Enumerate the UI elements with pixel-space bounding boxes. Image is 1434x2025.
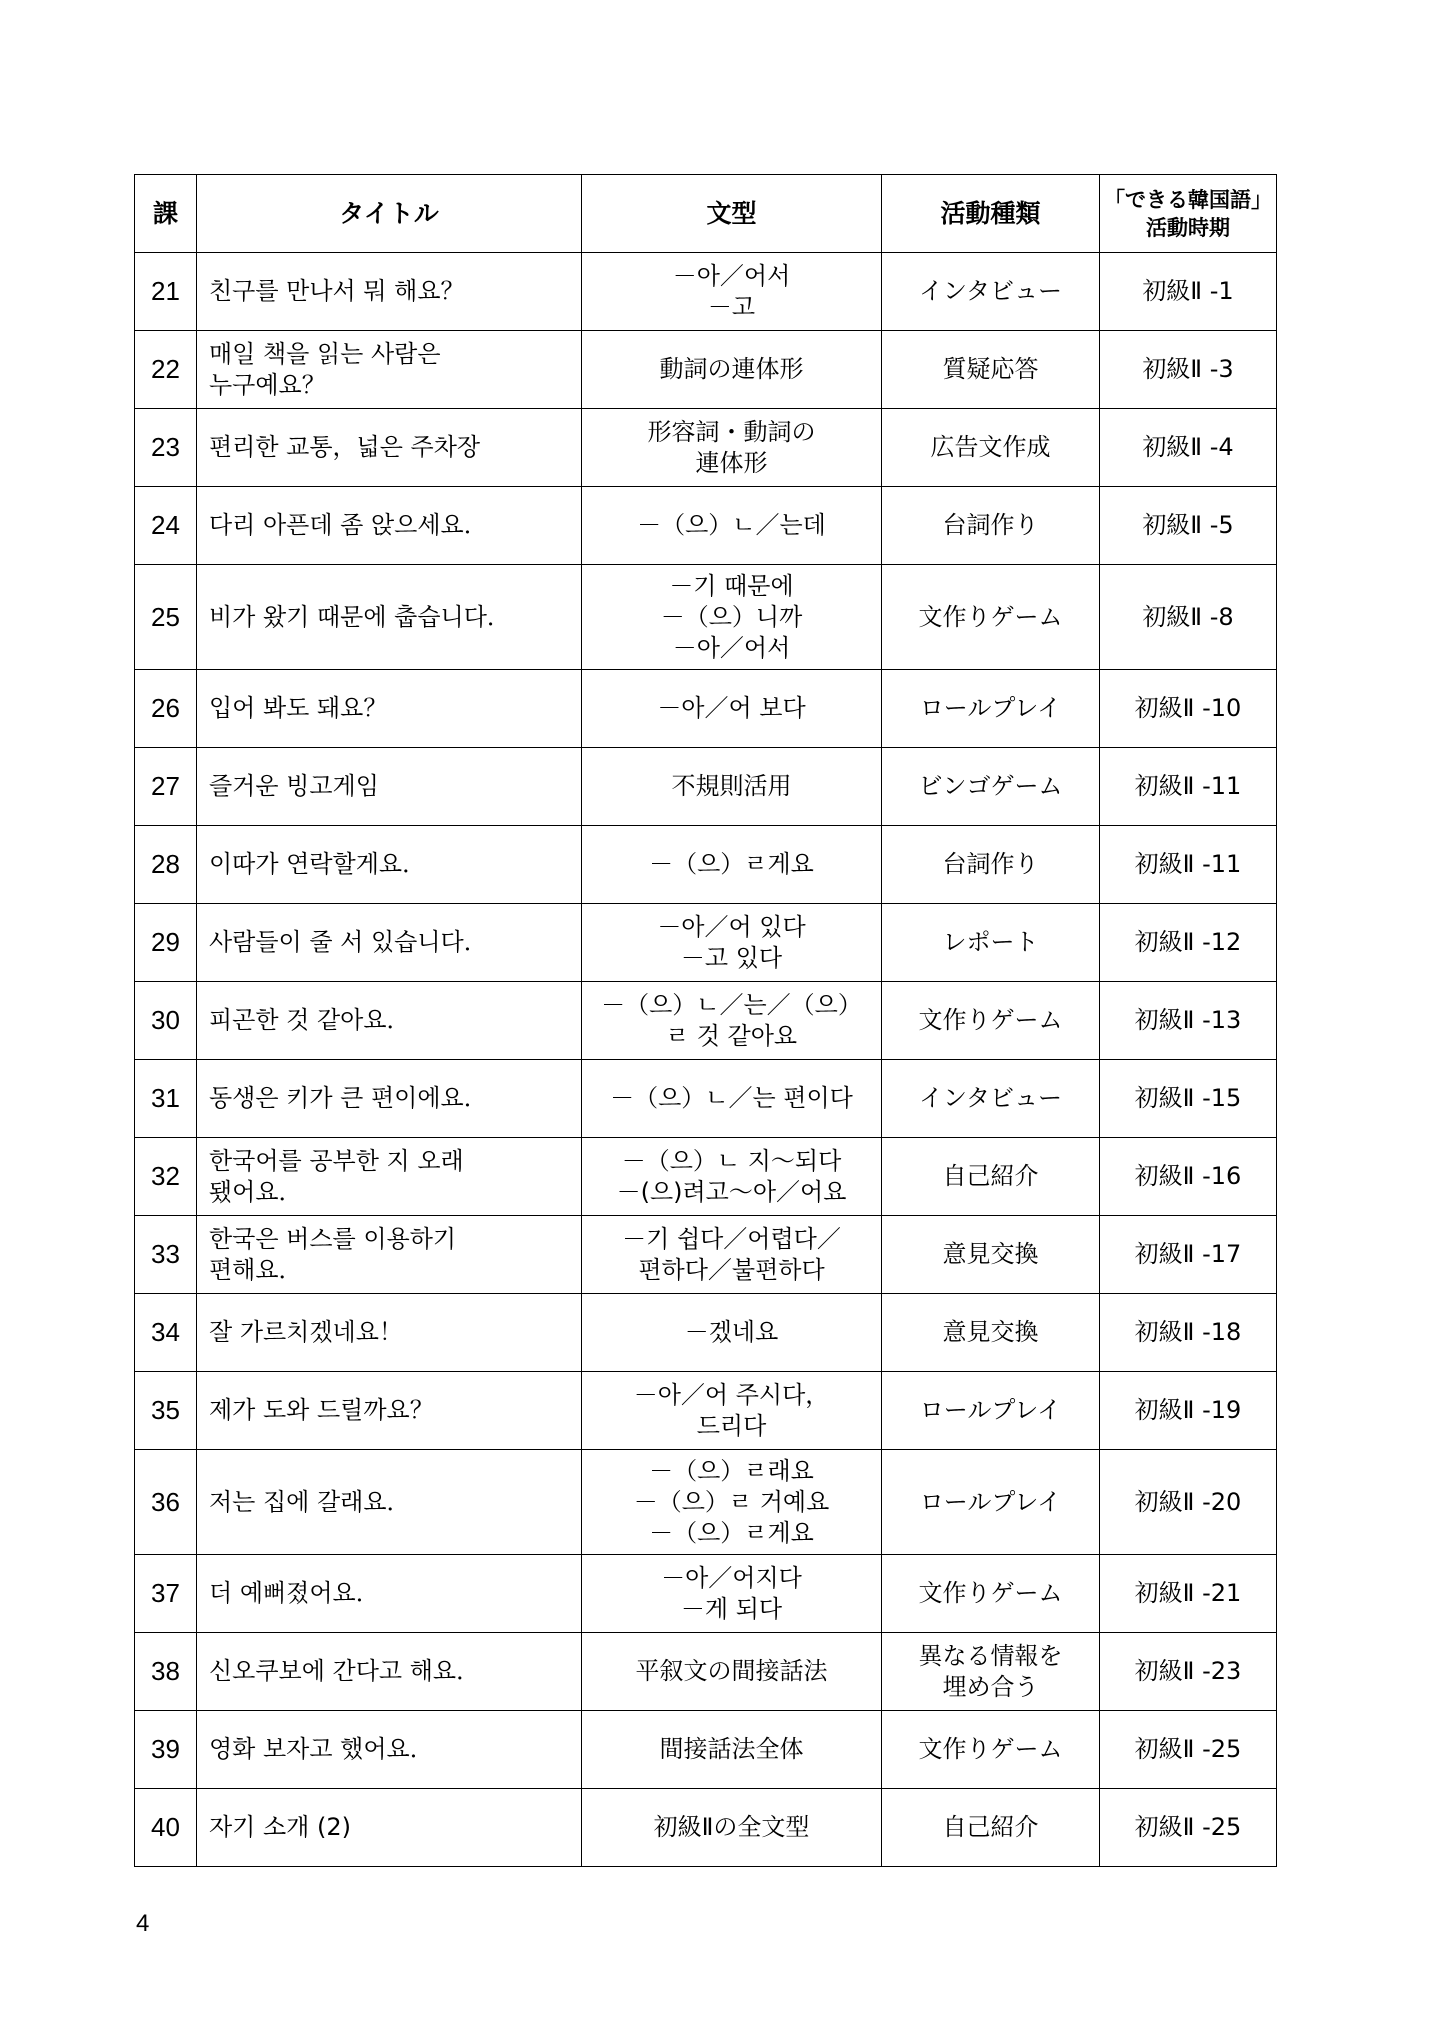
grammar-pattern-line: －겠네요	[684, 1318, 779, 1346]
table-row	[135, 331, 1277, 409]
lesson-title	[197, 1711, 582, 1789]
grammar-pattern	[582, 1060, 882, 1138]
lesson-title-line: 편해요．	[209, 1255, 303, 1284]
grammar-pattern	[582, 826, 882, 904]
table-row	[135, 904, 1277, 982]
lesson-title-line: 신오쿠보에 간다고 해요．	[209, 1657, 481, 1685]
activity-period: 初級Ⅱ -23	[1100, 1633, 1277, 1711]
activity-type-line: 意見交換	[942, 1318, 1039, 1346]
lesson-title	[197, 409, 582, 487]
lesson-number: 22	[135, 331, 197, 409]
activity-type	[882, 1711, 1100, 1789]
lesson-title-line: 편리한 교통，넓은 주차장	[209, 433, 481, 461]
header-title: タイトル	[197, 175, 582, 253]
lesson-title	[197, 1555, 582, 1633]
activity-period: 初級Ⅱ -18	[1100, 1294, 1277, 1372]
activity-period: 初級Ⅱ -3	[1100, 331, 1277, 409]
lesson-title-line: 매일 책을 읽는 사람은	[209, 339, 441, 368]
activity-type-line: 文作りゲーム	[918, 1006, 1063, 1034]
grammar-pattern-line: －아／어 있다	[657, 912, 806, 941]
lesson-title-line: 동생은 키가 큰 편이에요．	[209, 1084, 488, 1112]
activity-type-line: 自己紹介	[942, 1162, 1039, 1190]
lesson-title-line: 됐어요．	[209, 1177, 303, 1206]
lesson-title-line: 이따가 연락할게요．	[209, 850, 427, 878]
table-row	[135, 826, 1277, 904]
activity-type-line: インタビュー	[918, 1084, 1063, 1112]
grammar-pattern-line: 動詞の連体形	[659, 355, 804, 383]
grammar-pattern-line: －아／어 보다	[657, 694, 806, 722]
table-row	[135, 1372, 1277, 1450]
table-row	[135, 1060, 1277, 1138]
grammar-pattern-line: ㄹ 것 같아요	[665, 1021, 798, 1050]
grammar-pattern	[582, 748, 882, 826]
activity-type	[882, 1633, 1100, 1711]
lesson-title	[197, 1060, 582, 1138]
grammar-pattern-line: 連体形	[695, 448, 768, 477]
lesson-title	[197, 487, 582, 565]
lesson-title-line: 누구예요？	[209, 370, 326, 399]
grammar-pattern-line: －기 쉽다／어렵다／	[622, 1224, 841, 1253]
grammar-pattern	[582, 1450, 882, 1555]
lesson-title	[197, 565, 582, 670]
lesson-title	[197, 331, 582, 409]
header-pattern: 文型	[582, 175, 882, 253]
header-period-line: 「できる韓国語」	[1104, 187, 1272, 212]
activity-type	[882, 409, 1100, 487]
table-row	[135, 1555, 1277, 1633]
grammar-pattern-line: 드리다	[696, 1411, 767, 1440]
table-row	[135, 670, 1277, 748]
grammar-pattern-line: －아／어서	[672, 633, 791, 662]
table-row	[135, 1789, 1277, 1867]
grammar-pattern-line: －（으）ㄴ 지～되다	[621, 1146, 842, 1175]
lesson-number: 32	[135, 1138, 197, 1216]
lesson-number: 30	[135, 982, 197, 1060]
activity-type	[882, 1555, 1100, 1633]
table-row	[135, 1216, 1277, 1294]
lesson-number: 39	[135, 1711, 197, 1789]
activity-type-line: 意見交換	[942, 1240, 1039, 1268]
activity-period: 初級Ⅱ -16	[1100, 1138, 1277, 1216]
lesson-title	[197, 748, 582, 826]
grammar-pattern	[582, 1138, 882, 1216]
activity-type	[882, 331, 1100, 409]
table-row	[135, 1633, 1277, 1711]
lesson-table	[134, 174, 1277, 1867]
activity-type-line: ビンゴゲーム	[918, 772, 1063, 800]
grammar-pattern-line: －（으）ㄹ래요	[649, 1456, 814, 1485]
grammar-pattern	[582, 1555, 882, 1633]
lesson-number: 37	[135, 1555, 197, 1633]
activity-period: 初級Ⅱ -11	[1100, 826, 1277, 904]
grammar-pattern-line: －아／어지다	[661, 1563, 802, 1592]
grammar-pattern-line: 間接話法全体	[659, 1735, 804, 1763]
grammar-pattern-line: －（으）니까	[660, 602, 803, 631]
header-activity: 活動種類	[882, 175, 1100, 253]
lesson-title	[197, 904, 582, 982]
activity-type	[882, 565, 1100, 670]
grammar-pattern	[582, 1633, 882, 1711]
activity-period: 初級Ⅱ -19	[1100, 1372, 1277, 1450]
lesson-title-line: 잘 가르치겠네요！	[209, 1318, 403, 1346]
activity-type	[882, 1138, 1100, 1216]
grammar-pattern	[582, 982, 882, 1060]
activity-period: 初級Ⅱ -17	[1100, 1216, 1277, 1294]
grammar-pattern-line: －아／어 주시다，	[633, 1380, 830, 1409]
lesson-title-line: 비가 왔기 때문에 춥습니다．	[209, 602, 511, 631]
lesson-title	[197, 1138, 582, 1216]
lesson-title	[197, 1294, 582, 1372]
grammar-pattern-line: －（으）ㄴ／는 편이다	[610, 1084, 853, 1112]
grammar-pattern	[582, 670, 882, 748]
grammar-pattern	[582, 1789, 882, 1867]
lesson-number: 35	[135, 1372, 197, 1450]
lesson-number: 34	[135, 1294, 197, 1372]
activity-type	[882, 904, 1100, 982]
lesson-title-line: 저는 집에 갈래요．	[209, 1487, 411, 1516]
activity-type	[882, 487, 1100, 565]
lesson-title	[197, 253, 582, 331]
lesson-title	[197, 1372, 582, 1450]
activity-type-line: 文作りゲーム	[918, 602, 1063, 631]
grammar-pattern	[582, 331, 882, 409]
table-row	[135, 1711, 1277, 1789]
lesson-title	[197, 1450, 582, 1555]
grammar-pattern-line: 初級Ⅱの全文型	[653, 1813, 810, 1841]
lesson-number: 21	[135, 253, 197, 331]
table-row	[135, 982, 1277, 1060]
lesson-number: 36	[135, 1450, 197, 1555]
grammar-pattern-line: －고 있다	[680, 943, 783, 972]
grammar-pattern	[582, 565, 882, 670]
activity-type	[882, 1450, 1100, 1555]
lesson-title-line: 한국어를 공부한 지 오래	[209, 1146, 464, 1175]
grammar-pattern-line: －（으）ㄹ게요	[649, 850, 814, 878]
lesson-number: 31	[135, 1060, 197, 1138]
lesson-number: 26	[135, 670, 197, 748]
activity-type	[882, 1216, 1100, 1294]
grammar-pattern-line: －（으）ㄴ／는／（으）	[601, 990, 862, 1019]
lesson-number: 33	[135, 1216, 197, 1294]
table-row	[135, 1294, 1277, 1372]
grammar-pattern	[582, 1372, 882, 1450]
grammar-pattern	[582, 1711, 882, 1789]
header-row	[135, 175, 1277, 253]
grammar-pattern-line: －（으）ㄴ／는데	[637, 511, 826, 539]
activity-period: 初級Ⅱ -25	[1100, 1711, 1277, 1789]
activity-type-line: レポート	[942, 928, 1039, 956]
grammar-pattern	[582, 1294, 882, 1372]
lesson-number: 38	[135, 1633, 197, 1711]
lesson-title-line: 자기 소개 (2)	[209, 1813, 351, 1841]
activity-period: 初級Ⅱ -25	[1100, 1789, 1277, 1867]
activity-period: 初級Ⅱ -11	[1100, 748, 1277, 826]
table-row	[135, 1138, 1277, 1216]
activity-period: 初級Ⅱ -8	[1100, 565, 1277, 670]
lesson-title	[197, 1789, 582, 1867]
lesson-title	[197, 1216, 582, 1294]
lesson-title-line: 영화 보자고 했어요．	[209, 1735, 434, 1763]
grammar-pattern-line: 不規則活用	[671, 772, 792, 800]
lesson-title	[197, 982, 582, 1060]
lesson-title-line: 제가 도와 드릴까요？	[209, 1396, 434, 1424]
grammar-pattern-line: －게 되다	[680, 1594, 783, 1623]
lesson-number: 29	[135, 904, 197, 982]
grammar-pattern-line: －(으)려고～아／어요	[616, 1177, 847, 1206]
lesson-number: 27	[135, 748, 197, 826]
activity-period: 初級Ⅱ -20	[1100, 1450, 1277, 1555]
activity-type-line: ロールプレイ	[919, 1396, 1062, 1424]
activity-type	[882, 1060, 1100, 1138]
grammar-pattern	[582, 253, 882, 331]
lesson-title	[197, 670, 582, 748]
lesson-title-line: 입어 봐도 돼요？	[209, 694, 388, 722]
activity-type	[882, 670, 1100, 748]
activity-type	[882, 1294, 1100, 1372]
activity-type-line: 自己紹介	[942, 1813, 1039, 1841]
lesson-title-line: 더 예뻐졌어요．	[209, 1579, 380, 1607]
table-row	[135, 565, 1277, 670]
lesson-title-line: 친구를 만나서 뭐 해요？	[209, 277, 465, 305]
activity-type-line: 台詞作り	[942, 850, 1039, 878]
header-period	[1100, 175, 1277, 253]
activity-type-line: 広告文作成	[930, 433, 1051, 461]
table-body	[135, 253, 1277, 1867]
activity-type-line: 質疑応答	[942, 355, 1039, 383]
table-row	[135, 409, 1277, 487]
table-row	[135, 1450, 1277, 1555]
lesson-number: 28	[135, 826, 197, 904]
activity-type-line: 文作りゲーム	[918, 1735, 1063, 1763]
activity-type-line: 台詞作り	[942, 511, 1039, 539]
grammar-pattern-line: －아／어서	[672, 261, 791, 290]
lesson-title-line: 즐거운 빙고게임	[209, 772, 379, 800]
lesson-title-line: 다리 아픈데 좀 앉으세요．	[209, 511, 488, 539]
grammar-pattern-line: 편하다／불편하다	[638, 1255, 825, 1284]
activity-type	[882, 748, 1100, 826]
lesson-title	[197, 826, 582, 904]
grammar-pattern-line: 形容詞・動詞の	[647, 417, 816, 446]
grammar-pattern	[582, 1216, 882, 1294]
grammar-pattern-line: －（으）ㄹ 거예요	[633, 1487, 830, 1516]
activity-type-line: 文作りゲーム	[918, 1579, 1063, 1607]
activity-period: 初級Ⅱ -4	[1100, 409, 1277, 487]
grammar-pattern	[582, 904, 882, 982]
table-row	[135, 487, 1277, 565]
lesson-number: 25	[135, 565, 197, 670]
activity-period: 初級Ⅱ -13	[1100, 982, 1277, 1060]
lesson-number: 23	[135, 409, 197, 487]
activity-type	[882, 253, 1100, 331]
grammar-pattern-line: －（으）ㄹ게요	[649, 1518, 814, 1547]
activity-period: 初級Ⅱ -5	[1100, 487, 1277, 565]
activity-period: 初級Ⅱ -1	[1100, 253, 1277, 331]
table-row	[135, 253, 1277, 331]
page-number: 4	[136, 1910, 150, 1937]
lesson-title-line: 피곤한 것 같아요．	[209, 1006, 411, 1034]
table-row	[135, 748, 1277, 826]
lesson-title	[197, 1633, 582, 1711]
activity-type-line: インタビュー	[918, 277, 1063, 305]
grammar-pattern	[582, 409, 882, 487]
activity-period: 初級Ⅱ -12	[1100, 904, 1277, 982]
grammar-pattern-line: 平叙文の間接話法	[635, 1657, 828, 1685]
lesson-number: 24	[135, 487, 197, 565]
activity-period: 初級Ⅱ -15	[1100, 1060, 1277, 1138]
grammar-pattern-line: －고	[707, 292, 756, 321]
lesson-number: 40	[135, 1789, 197, 1867]
table-header	[135, 175, 1277, 253]
activity-type	[882, 826, 1100, 904]
activity-type-line: ロールプレイ	[919, 1487, 1062, 1516]
activity-type	[882, 982, 1100, 1060]
activity-type	[882, 1789, 1100, 1867]
activity-type-line: ロールプレイ	[919, 694, 1062, 722]
grammar-pattern	[582, 487, 882, 565]
header-lesson: 課	[135, 175, 197, 253]
activity-type-line: 埋め合う	[942, 1672, 1039, 1701]
lesson-title-line: 사람들이 줄 서 있습니다．	[209, 928, 488, 956]
header-period-line: 活動時期	[1146, 215, 1230, 240]
activity-type-line: 異なる情報を	[918, 1641, 1063, 1670]
activity-period: 初級Ⅱ -10	[1100, 670, 1277, 748]
activity-period: 初級Ⅱ -21	[1100, 1555, 1277, 1633]
activity-type	[882, 1372, 1100, 1450]
grammar-pattern-line: －기 때문에	[669, 571, 794, 600]
lesson-title-line: 한국은 버스를 이용하기	[209, 1224, 457, 1253]
